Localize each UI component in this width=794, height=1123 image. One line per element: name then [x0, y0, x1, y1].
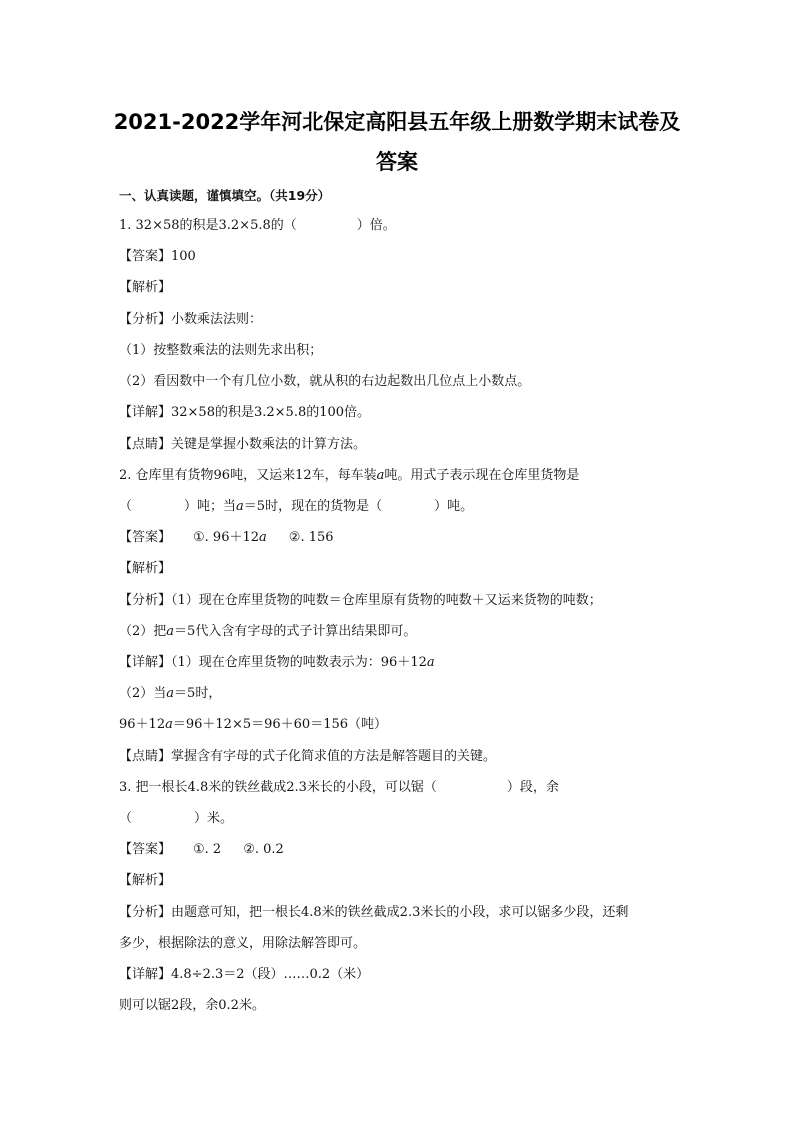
question-1 — [119, 217, 396, 235]
q3-answer-label: 【答案】 — [119, 842, 172, 857]
q2-d3-var: a — [165, 717, 173, 732]
q3-fenxi-1: 【分析】由题意可知，把一根长4.8米的铁丝截成2.3米长的小段，求可以锯多少段，还剩 — [119, 905, 629, 920]
q3-l2-paren-open: （ — [119, 811, 133, 826]
q2-l2-var: a — [236, 499, 244, 514]
q2-l2-text-d: ）吨。 — [434, 499, 474, 514]
question-2-line2 — [119, 498, 473, 516]
q1-step-1: （1）按整数乘法的法则先求出积； — [119, 343, 323, 358]
q2-detail-1 — [119, 654, 435, 672]
q1-dianjing: 【点睛】关键是掌握小数乘法的计算方法。 — [119, 437, 367, 452]
q2-d3-text-b: ＝96＋12×5＝96＋60＝156（吨） — [172, 717, 388, 732]
q2-fenxi: 【分析】（1）现在仓库里货物的吨数＝仓库里原有货物的吨数＋又运来货物的吨数； — [119, 593, 602, 608]
q2-l1-var: a — [376, 468, 385, 483]
q2-dianjing: 【点睛】掌握含有字母的式子化简求值的方法是解答题目的关键。 — [119, 749, 497, 764]
q2-d2-text-b: ＝5时， — [174, 686, 222, 701]
q2-answer-1-var: a — [259, 530, 267, 545]
q2-l1-text-b: 吨。用式子表示现在仓库里货物是 — [384, 468, 580, 483]
question-3-line1 — [119, 779, 559, 797]
q2-l2-paren-open: （ — [119, 499, 133, 514]
q2-s2-var: a — [166, 624, 175, 639]
q1-jiexi: 【解析】 — [119, 280, 172, 295]
q2-detail-3 — [119, 716, 387, 734]
q2-s2-text-b: ＝5代入含有字母的式子计算出结果即可。 — [174, 624, 417, 639]
q3-answer-2: ②. 0.2 — [243, 842, 284, 857]
q2-s2-text-a: （2）把 — [119, 624, 167, 639]
q3-jiexi: 【解析】 — [119, 873, 172, 888]
question-2-line1 — [119, 467, 579, 485]
q3-l1-text-b: ）段，余 — [506, 780, 559, 795]
q3-conclusion: 则可以锯2段，余0.2米。 — [119, 998, 265, 1013]
q2-answer-1: ①. 96＋12 — [193, 530, 260, 545]
q1-text-b: ）倍。 — [356, 218, 396, 233]
q3-fenxi-2: 多少，根据除法的意义，用除法解答即可。 — [119, 936, 367, 951]
q2-l1-text-a: 2. 仓库里有货物96吨，又运来12车，每车装 — [119, 468, 377, 483]
q2-d1-var: a — [426, 655, 435, 670]
q2-answer — [119, 529, 334, 547]
q3-detail: 【详解】4.8÷2.3＝2（段）……0.2（米） — [119, 967, 370, 982]
q3-l1-text-a: 3. 把一根长4.8米的铁丝截成2.3米长的小段，可以锯（ — [119, 780, 437, 795]
q1-step-2: （2）看因数中一个有几位小数，就从积的右边起数出几位点上小数点。 — [119, 374, 531, 389]
doc-title-line1: 2021-2022学年河北保定高阳县五年级上册数学期末试卷及 — [113, 110, 681, 134]
q1-answer: 【答案】100 — [119, 249, 196, 264]
q2-answer-label: 【答案】 — [119, 530, 172, 545]
section-heading: 一、认真读题，谨慎填空。（共19分） — [119, 188, 331, 203]
q2-l2-text-b: ）吨；当 — [184, 499, 237, 514]
q1-fenxi: 【分析】小数乘法法则： — [119, 312, 263, 327]
q3-l2-text-b: ）米。 — [194, 811, 234, 826]
question-3-line2 — [119, 810, 233, 828]
q2-jiexi: 【解析】 — [119, 561, 172, 576]
q2-d2-var: a — [166, 686, 175, 701]
q2-d2-text-a: （2）当 — [119, 686, 167, 701]
q3-answer-1: ①. 2 — [193, 842, 222, 857]
q2-answer-2: ②. 156 — [288, 530, 334, 545]
doc-title-line2: 答案 — [376, 150, 418, 174]
q2-d3-text-a: 96＋12 — [119, 717, 166, 732]
q2-l2-text-c: ＝5时，现在的货物是（ — [243, 499, 383, 514]
q2-detail-2 — [119, 685, 221, 703]
q3-answer — [119, 841, 284, 859]
q2-step-2 — [119, 623, 416, 641]
q1-detail: 【详解】32×58的积是3.2×5.8的100倍。 — [119, 405, 371, 420]
q2-d1-text: 【详解】（1）现在仓库里货物的吨数表示为：96＋12 — [119, 655, 427, 670]
q1-text-a: 1. 32×58的积是3.2×5.8的（ — [119, 218, 297, 233]
